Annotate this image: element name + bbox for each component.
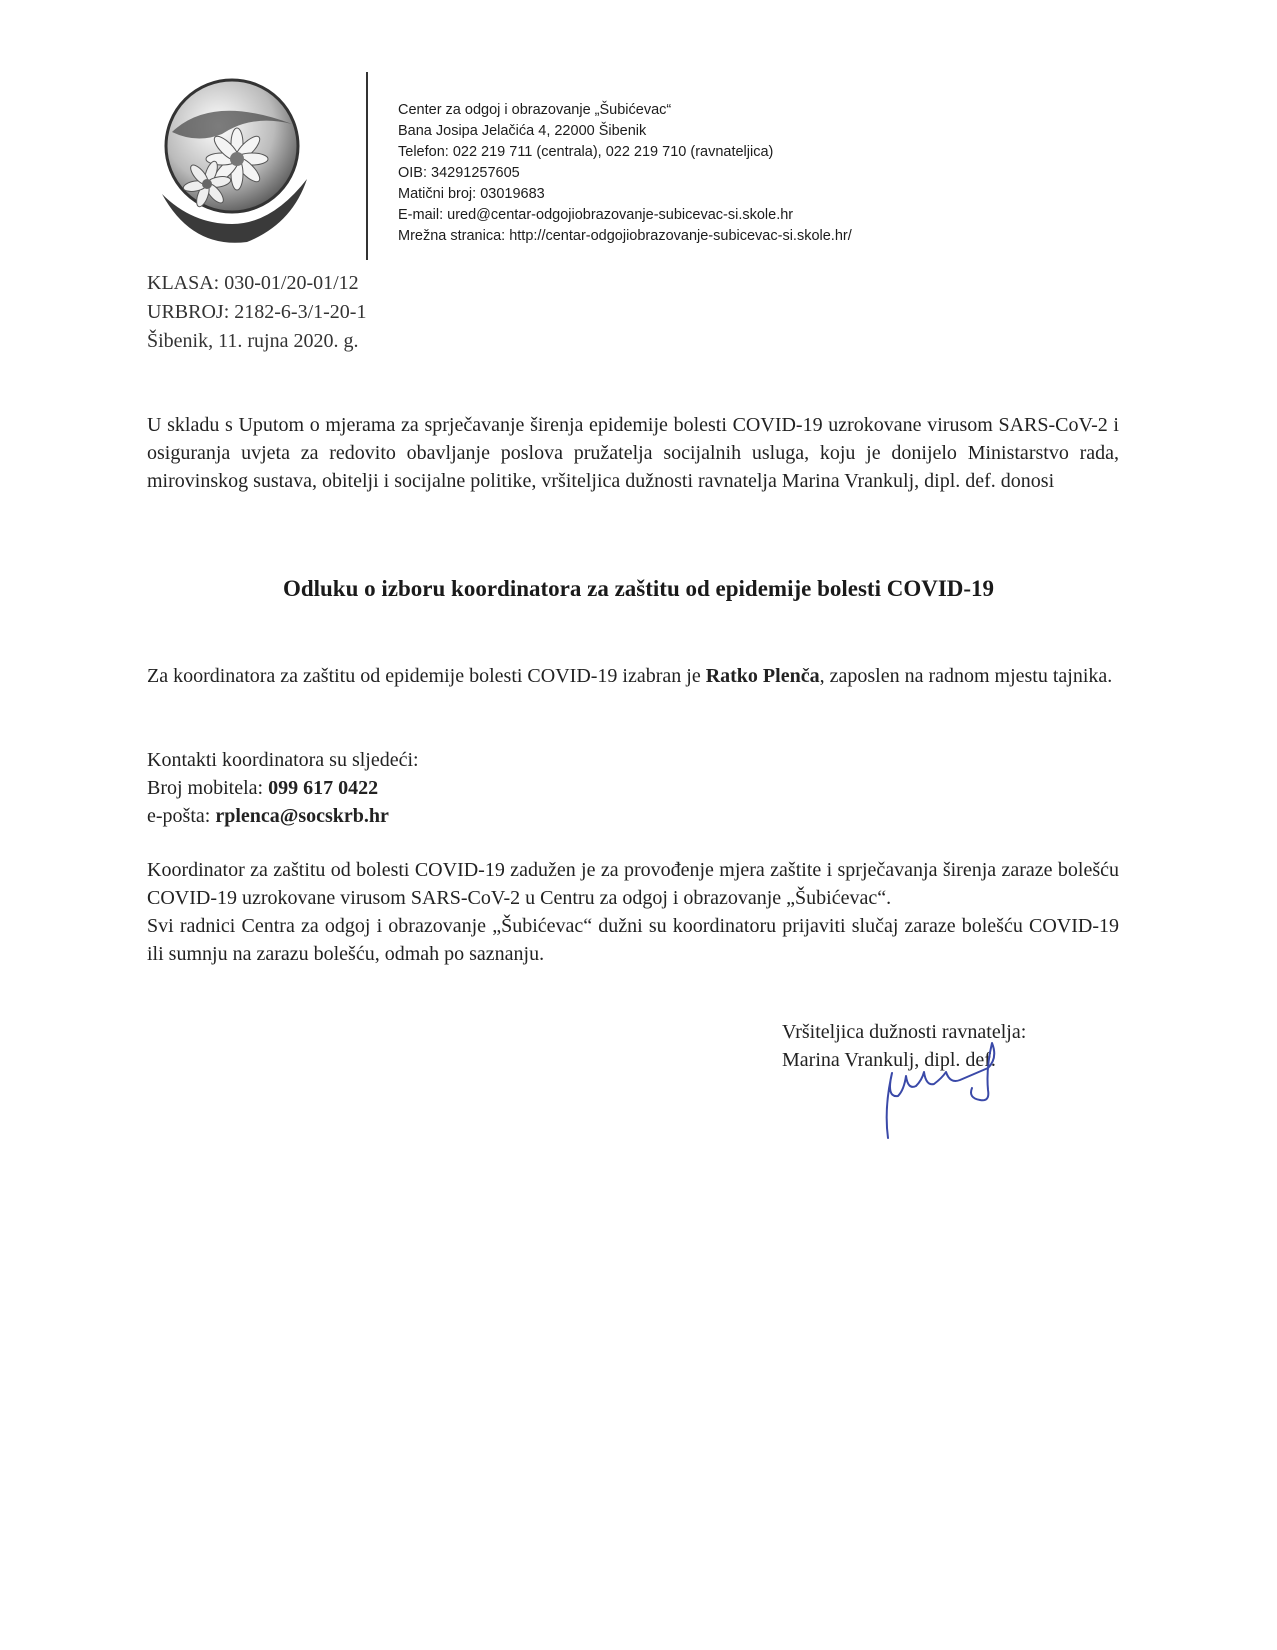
decision-text-before: Za koordinatora za zaštitu od epidemije bolesti COVID-19 izabran je <box>147 665 706 687</box>
klasa: KLASA: 030-01/20-01/12 <box>147 272 359 294</box>
obligation-paragraph: Svi radnici Centra za odgoj i obrazovanje „Šubićevac“ dužni su koordinatoru prijaviti slučaj zaraze bolešću COVID-19 ili sumnju na zarazu bolešću, odmah po saznanju. <box>147 915 1119 965</box>
signatory-role: Vršiteljica dužnosti ravnatelja: <box>782 1021 1027 1043</box>
handwritten-signature <box>870 1028 1045 1153</box>
urbroj: URBROJ: 2182-6-3/1-20-1 <box>147 301 367 323</box>
contacts-heading: Kontakti koordinatora su sljedeći: <box>147 749 419 771</box>
document-title: Odluku o izboru koordinatora za zaštitu od epidemije bolesti COVID-19 <box>282 576 995 601</box>
institution-website: Mrežna stranica: http://centar-odgojiobrazovanje-subicevac-si.skole.hr/ <box>398 228 852 244</box>
contacts-block <box>147 746 419 830</box>
decision-paragraph <box>147 662 1119 690</box>
contact-phone-row <box>147 774 419 802</box>
place-date: Šibenik, 11. rujna 2020. g. <box>147 330 359 352</box>
institution-address: Bana Josipa Jelačića 4, 22000 Šibenik <box>398 123 647 139</box>
intro-paragraph: U skladu s Uputom o mjerama za sprječavanje širenja epidemije bolesti COVID-19 uzrokovane virusom SARS-CoV-2 i osiguranja uvjeta za redovito obavljanje poslova pružatelja socijalnih usluga, koju je donijelo Ministarstvo rada, mirovinskog sustava, obitelji i socijalne politike, vršiteljica dužnosti ravnatelja Marina Vrankulj, dipl. def. donosi <box>147 414 1119 492</box>
decision-text-after: , zaposlen na radnom mjestu tajnika. <box>819 665 1113 687</box>
email-value: rplenca@socskrb.hr <box>215 805 389 827</box>
phone-label: Broj mobitela: <box>147 777 269 799</box>
signatory-name: Marina Vrankulj, dipl. def. <box>782 1049 996 1071</box>
institution-logo <box>152 74 312 249</box>
letterhead-divider <box>366 72 368 260</box>
email-label: e-pošta: <box>147 805 216 827</box>
letterhead <box>398 100 852 247</box>
coordinator-name: Ratko Plenča <box>705 665 820 687</box>
institution-email: E-mail: ured@centar-odgojiobrazovanje-subicevac-si.skole.hr <box>398 207 794 223</box>
reference-block <box>147 269 366 356</box>
institution-name: Center za odgoj i obrazovanje „Šubićevac“ <box>398 102 672 118</box>
duties-section <box>147 856 1119 968</box>
institution-oib: OIB: 34291257605 <box>398 165 520 181</box>
contact-email-row <box>147 802 419 830</box>
phone-value: 099 617 0422 <box>268 777 379 799</box>
institution-phone: Telefon: 022 219 711 (centrala), 022 219 710 (ravnateljica) <box>398 144 774 160</box>
institution-registry-number: Matični broj: 03019683 <box>398 186 545 202</box>
duties-paragraph: Koordinator za zaštitu od bolesti COVID-19 zadužen je za provođenje mjera zaštite i sprječavanja širenja zaraze bolešću COVID-19 uzrokovane virusom SARS-CoV-2 u Centru za odgoj i obrazovanje „Šubićevac“. <box>147 859 1119 909</box>
